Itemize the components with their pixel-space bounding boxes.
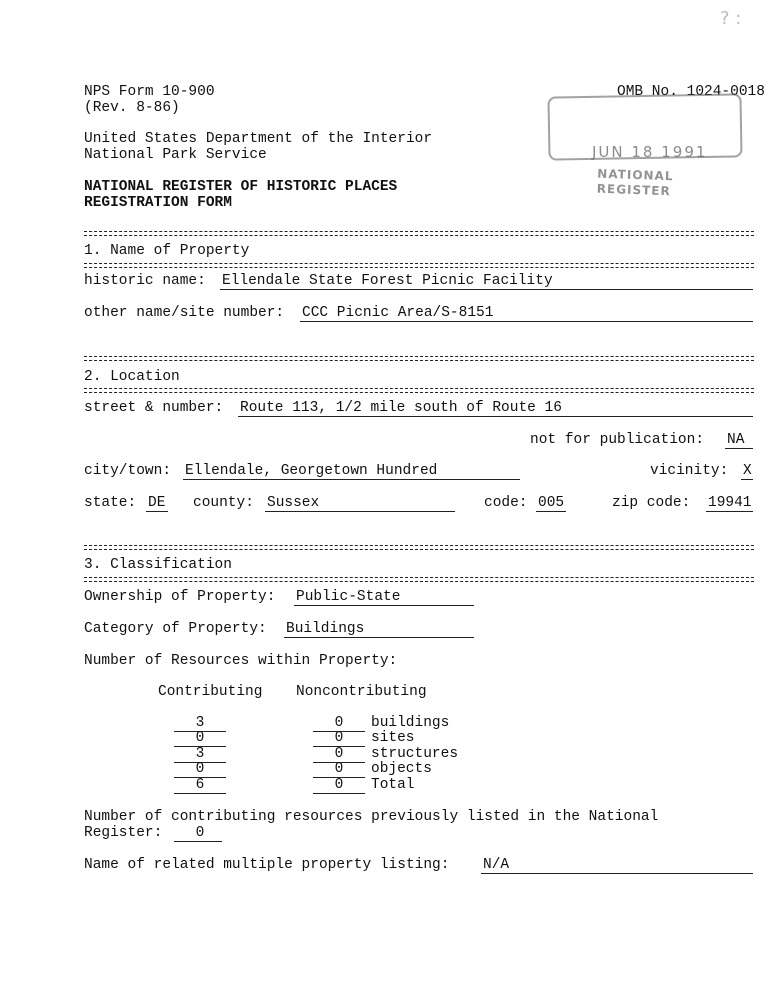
corner-pencil-mark: ? : xyxy=(720,8,742,29)
section-divider xyxy=(84,388,754,393)
underline xyxy=(183,479,520,480)
other-name-value: CCC Picnic Area/S-8151 xyxy=(302,305,494,321)
county-value: Sussex xyxy=(267,495,320,511)
underline xyxy=(220,289,753,290)
section1-heading: 1. Name of Property xyxy=(84,243,250,259)
contributing-count: 0 xyxy=(195,761,205,777)
not-for-publication-value: NA xyxy=(727,432,745,448)
contributing-header: Contributing xyxy=(158,684,263,700)
underline xyxy=(174,841,222,842)
underline xyxy=(238,416,753,417)
zip-value: 19941 xyxy=(708,495,752,511)
street-label: street & number: xyxy=(84,400,224,416)
underline xyxy=(741,479,753,480)
underline xyxy=(146,511,168,512)
contributing-count: 3 xyxy=(195,715,205,731)
previously-listed-value: 0 xyxy=(195,825,205,841)
noncontributing-count: 0 xyxy=(334,730,344,746)
underline xyxy=(284,637,474,638)
stamp-line1: NATIONAL xyxy=(597,166,674,184)
ownership-label: Ownership of Property: xyxy=(84,589,276,605)
underline xyxy=(313,793,365,794)
section-divider xyxy=(84,577,754,582)
underline xyxy=(294,605,474,606)
noncontributing-total: 0 xyxy=(334,777,344,793)
section3-heading: 3. Classification xyxy=(84,557,232,573)
city-label: city/town: xyxy=(84,463,172,479)
category-label: Category of Property: xyxy=(84,621,267,637)
form-title-line2: REGISTRATION FORM xyxy=(84,195,232,211)
noncontributing-count: 0 xyxy=(334,715,344,731)
previously-listed-label: Number of contributing resources previously listed in the National xyxy=(84,809,659,825)
underline xyxy=(706,511,753,512)
contributing-count: 0 xyxy=(195,730,205,746)
resources-label: Number of Resources within Property: xyxy=(84,653,398,669)
category-value: Buildings xyxy=(286,621,365,637)
resource-type-label: objects xyxy=(371,761,432,777)
vicinity-label: vicinity: xyxy=(650,463,729,479)
other-name-label: other name/site number: xyxy=(84,305,285,321)
noncontributing-count: 0 xyxy=(334,746,344,762)
underline xyxy=(725,448,753,449)
underline xyxy=(536,511,566,512)
zip-label: zip code: xyxy=(612,495,691,511)
code-label: code: xyxy=(484,495,528,511)
city-value: Ellendale, Georgetown Hundred xyxy=(185,463,438,479)
contributing-count: 3 xyxy=(195,746,205,762)
street-value: Route 113, 1/2 mile south of Route 16 xyxy=(240,400,562,416)
received-stamp-date: JUN 18 1991 xyxy=(592,143,708,161)
resource-type-label: sites xyxy=(371,730,415,746)
state-label: state: xyxy=(84,495,137,511)
noncontributing-header: Noncontributing xyxy=(296,684,427,700)
multiple-listing-label: Name of related multiple property listing: xyxy=(84,857,450,873)
department-name: United States Department of the Interior xyxy=(84,131,433,147)
previously-listed-label-cont: Register: xyxy=(84,825,163,841)
resource-type-label: structures xyxy=(371,746,459,762)
historic-name-label: historic name: xyxy=(84,273,206,289)
stamp-line2: REGISTER xyxy=(596,181,672,199)
underline xyxy=(481,873,753,874)
county-label: county: xyxy=(193,495,254,511)
not-for-publication-label: not for publication: xyxy=(530,432,705,448)
national-register-stamp xyxy=(596,167,673,200)
omb-number: OMB No. 1024-0018 xyxy=(617,84,765,100)
form-title-line1: NATIONAL REGISTER OF HISTORIC PLACES xyxy=(84,179,398,195)
noncontributing-count: 0 xyxy=(334,761,344,777)
vicinity-value: X xyxy=(743,463,752,479)
section-divider xyxy=(84,263,754,268)
code-value: 005 xyxy=(538,495,565,511)
underline xyxy=(265,511,455,512)
contributing-total: 6 xyxy=(195,777,205,793)
form-number: NPS Form 10-900 xyxy=(84,84,215,100)
form-revision: (Rev. 8-86) xyxy=(84,100,180,116)
section-divider xyxy=(84,231,754,236)
section2-heading: 2. Location xyxy=(84,369,180,385)
multiple-listing-value: N/A xyxy=(483,857,510,873)
service-name: National Park Service xyxy=(84,147,267,163)
section-divider xyxy=(84,545,754,550)
ownership-value: Public-State xyxy=(296,589,401,605)
section-divider xyxy=(84,356,754,361)
historic-name-value: Ellendale State Forest Picnic Facility xyxy=(222,273,553,289)
resource-type-label: Total xyxy=(371,777,415,793)
resource-type-label: buildings xyxy=(371,715,450,731)
state-value: DE xyxy=(148,495,166,511)
underline xyxy=(300,321,753,322)
underline xyxy=(174,793,226,794)
